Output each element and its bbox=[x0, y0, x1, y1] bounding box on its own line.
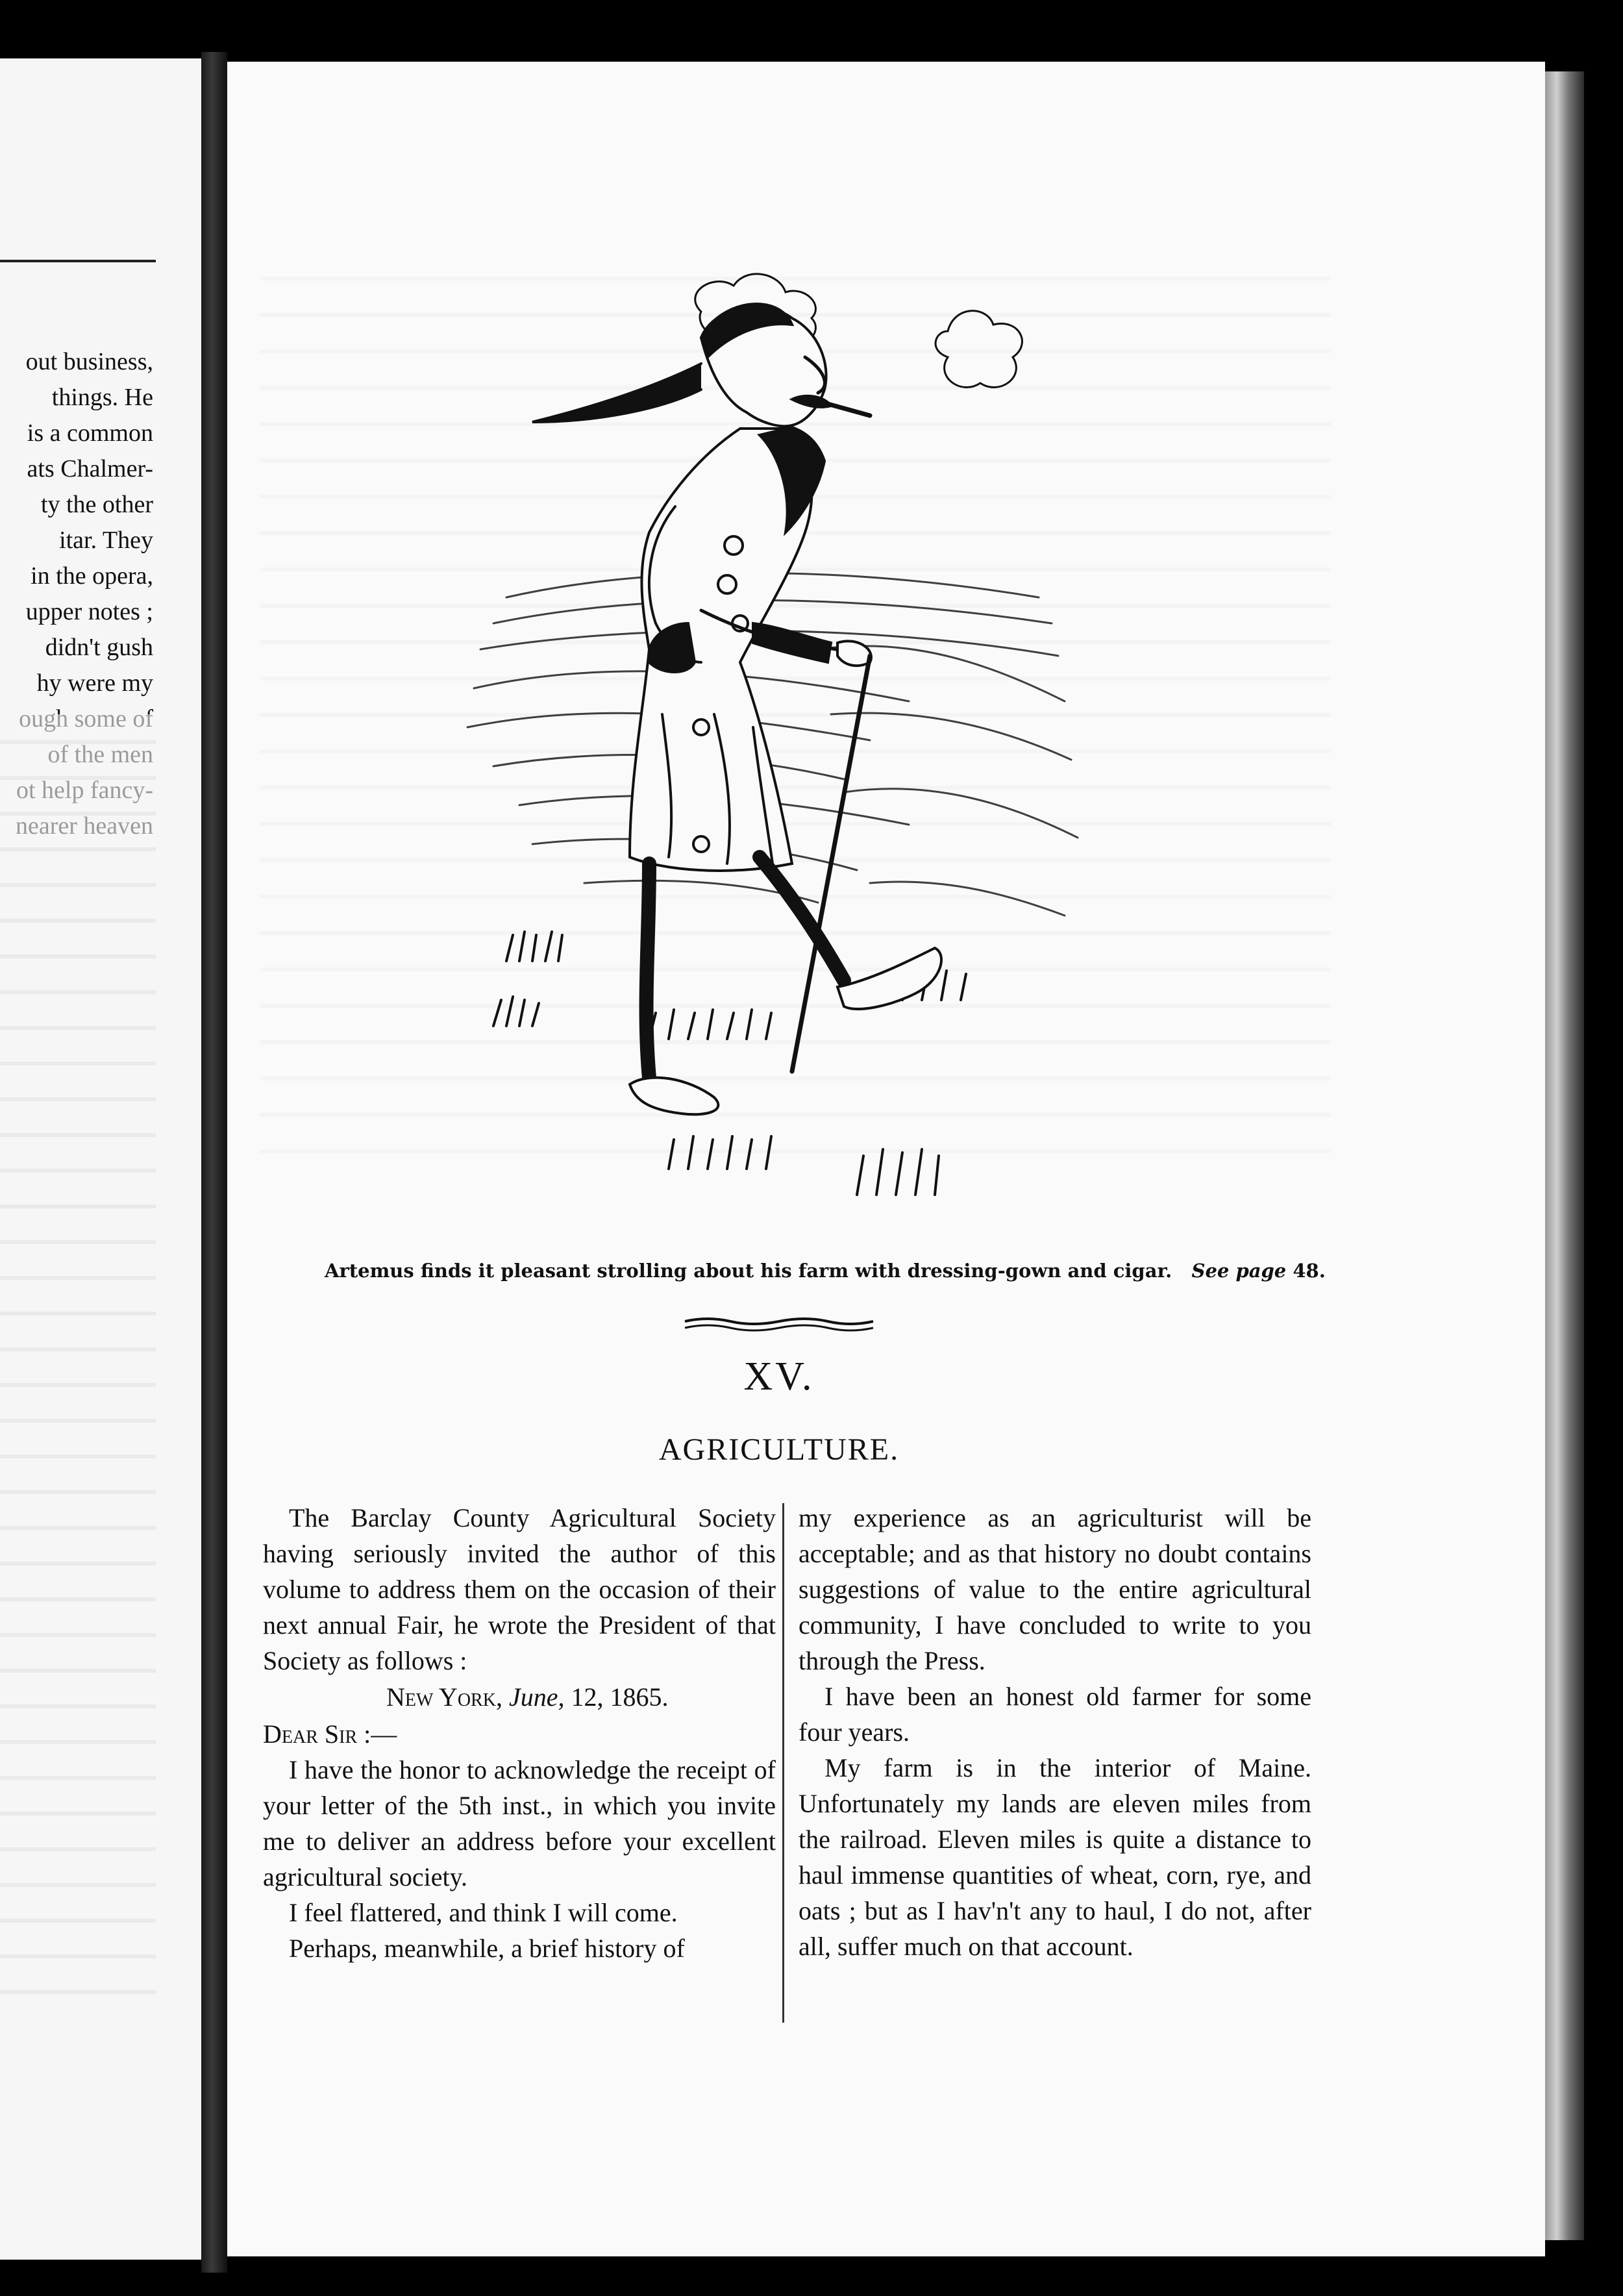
left-line: hy were my bbox=[36, 669, 153, 697]
text-column-left bbox=[263, 1500, 776, 1966]
figure-man bbox=[532, 304, 941, 1114]
left-line: things. He bbox=[51, 384, 153, 411]
left-facing-page bbox=[0, 58, 201, 2260]
chapter-title: AGRICULTURE. bbox=[658, 1432, 900, 1467]
left-line: ats Chalmer- bbox=[27, 455, 153, 482]
left-line: upper notes ; bbox=[25, 598, 153, 625]
letter-paragraph: I have been an honest old farmer for some four years. bbox=[799, 1682, 1311, 1747]
left-line: in the opera, bbox=[31, 562, 153, 590]
letter-paragraph: My farm is in the interior of Maine. Unfortunately my lands are eleven miles from the railroad. Eleven miles is quite a distance to haul immense quantities of wheat, corn, rye, and oats ; but as I hav'n't any to haul, I do not, after all, suffer much on that account. bbox=[799, 1753, 1311, 1961]
letter-paragraph: my experience as an agriculturist will be acceptable; and as that history no doubt contains suggestions of value to the entire agricultural community, I have concluded to write to you through the Press. bbox=[799, 1503, 1311, 1675]
left-page-rule bbox=[0, 260, 156, 262]
caption-page-number: 48. bbox=[1293, 1260, 1326, 1282]
chapter-number: XV. bbox=[743, 1354, 815, 1399]
letter-dateline bbox=[263, 1678, 776, 1716]
letter-paragraph: I feel flattered, and think I will come. bbox=[289, 1898, 678, 1927]
caption-see-page: See page bbox=[1191, 1260, 1287, 1282]
column-divider bbox=[782, 1503, 784, 2023]
dateline-date: 12, 1865. bbox=[571, 1682, 669, 1712]
left-line: out business, bbox=[25, 348, 153, 375]
left-line: didn't gush bbox=[45, 634, 153, 661]
letter-paragraph: Perhaps, meanwhile, a brief history of bbox=[289, 1934, 685, 1963]
dateline-month: June, bbox=[508, 1682, 565, 1712]
illustration-caption bbox=[325, 1260, 1326, 1282]
intro-paragraph: The Barclay County Agricultural Society having seriously invited the author of this volume to address them on the occasion of their next annual Fair, he wrote the President of that Society as follows : bbox=[263, 1503, 776, 1675]
left-line: ty the other bbox=[40, 491, 153, 518]
left-line: is a common bbox=[27, 419, 153, 447]
caption-text: Artemus finds it pleasant strolling about his farm with dressing-gown and cigar. bbox=[325, 1260, 1172, 1282]
wavy-rule-ornament bbox=[682, 1315, 876, 1334]
book-gutter bbox=[201, 52, 227, 2273]
dateline-place: New York, bbox=[386, 1682, 502, 1712]
left-line: itar. They bbox=[59, 527, 153, 554]
letter-paragraph: I have the honor to acknowledge the receipt of your letter of the 5th inst., in which you invite me to deliver an address before your excellent agricultural society. bbox=[263, 1755, 776, 1891]
page-edge bbox=[1545, 71, 1584, 2240]
text-column-right bbox=[799, 1500, 1311, 1964]
letter-salutation: Dear Sir :— bbox=[263, 1719, 397, 1749]
woodcut-illustration bbox=[454, 260, 1091, 1253]
left-page-faded-text bbox=[0, 714, 156, 2013]
